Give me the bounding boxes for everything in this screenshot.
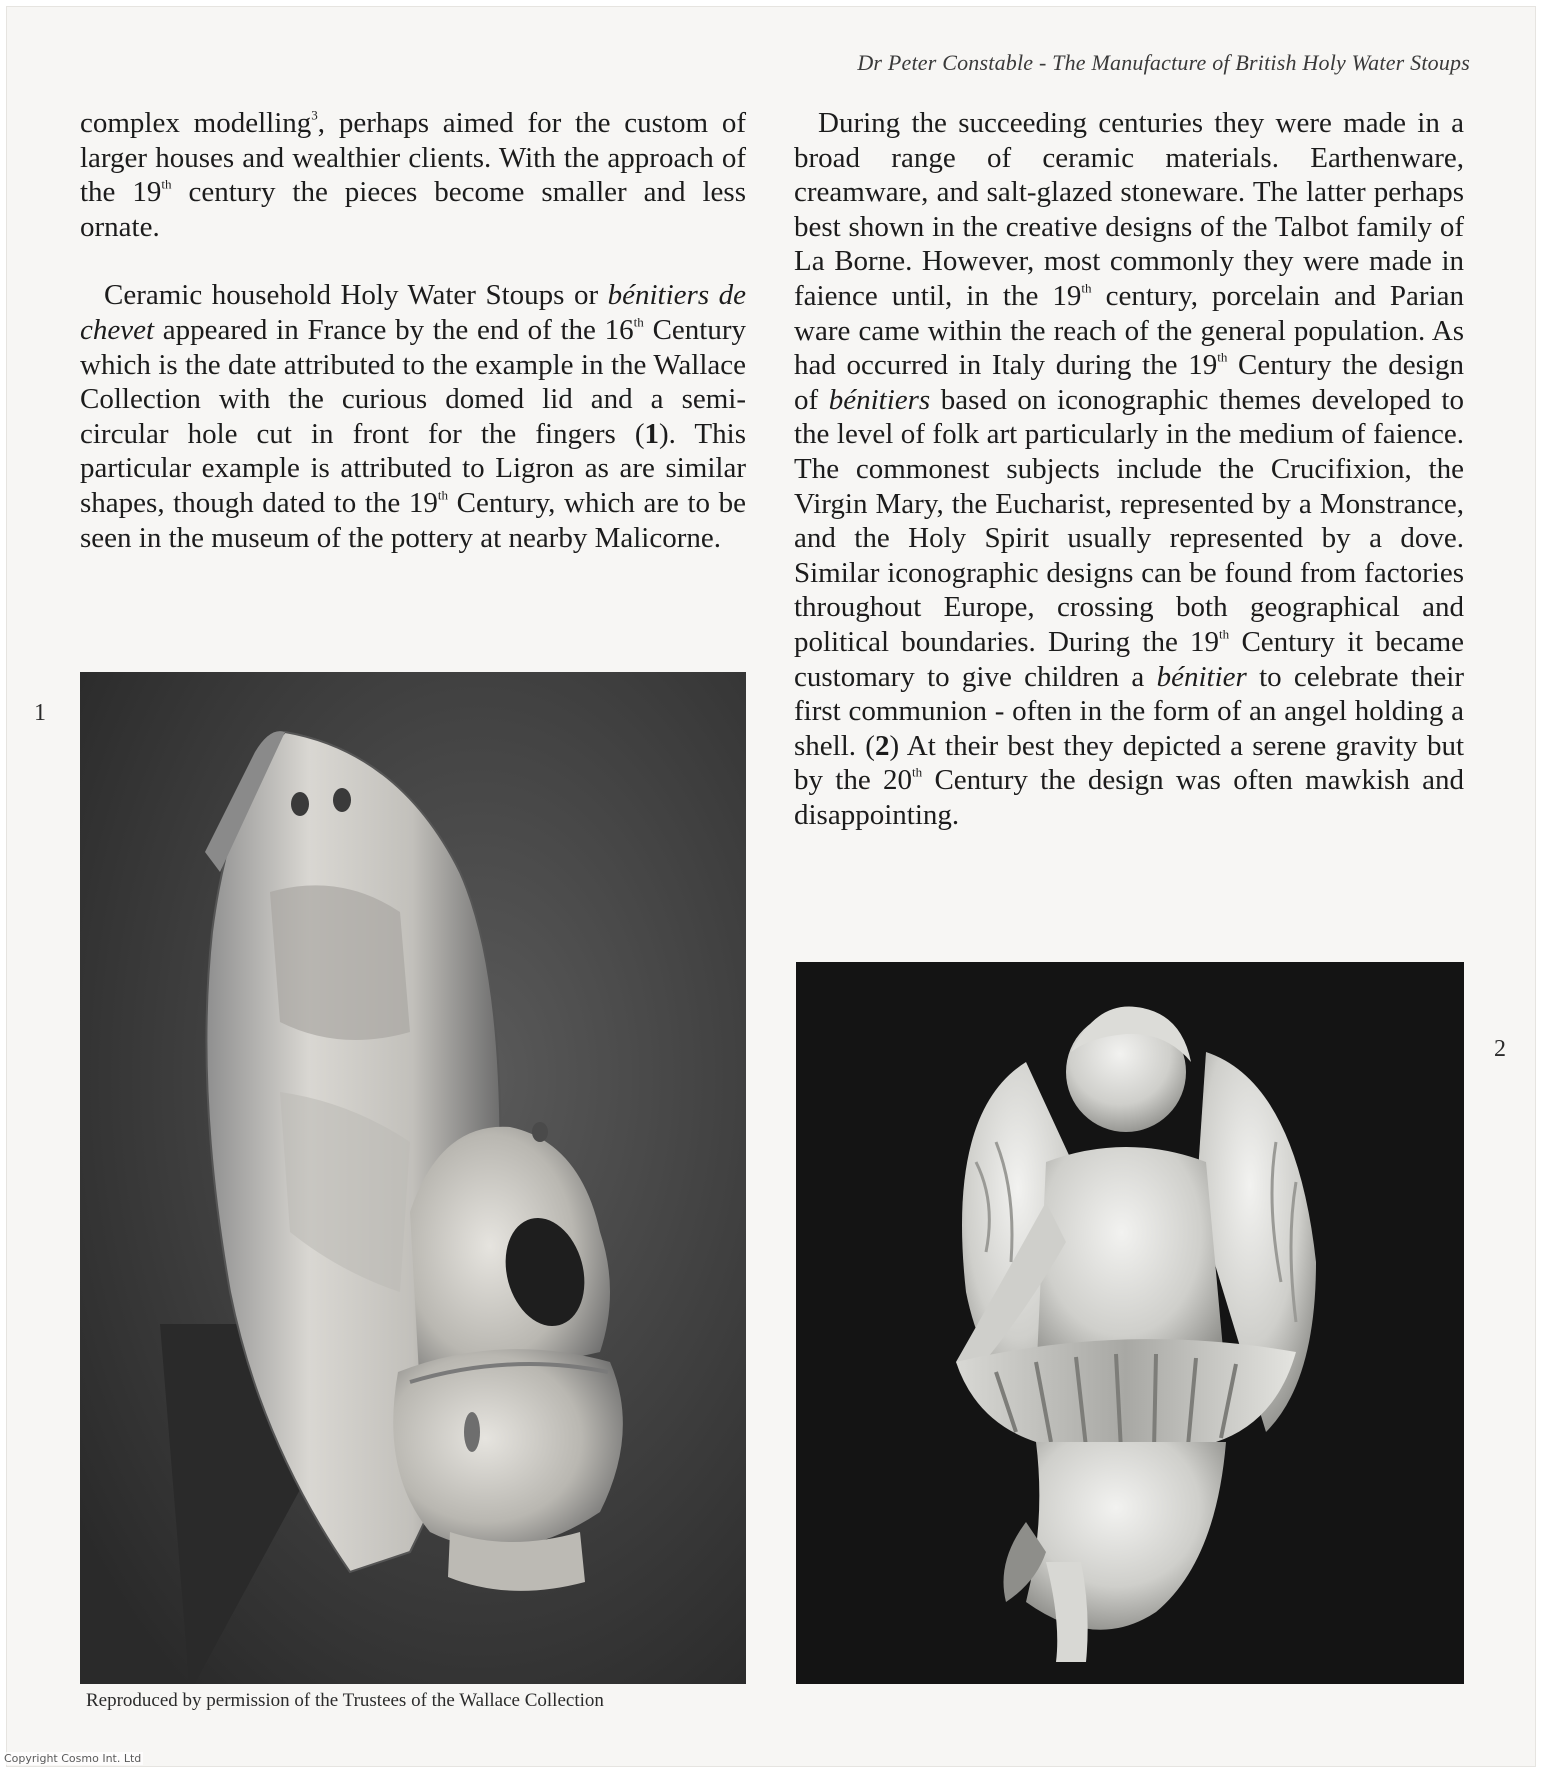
paragraph: complex modelling$^3$, perhaps aimed for the custom of larger houses and wealthier clients. With the approach of the 19th century the pieces become smaller and less ornate.	[80, 107, 746, 243]
figure-number: 1	[34, 700, 46, 726]
figure-2-photo	[796, 962, 1464, 1684]
page	[6, 6, 1536, 1767]
right-text-column	[794, 106, 1464, 832]
left-text-column	[80, 106, 746, 555]
figure-number: 2	[1494, 1036, 1506, 1062]
figure-caption: Reproduced by permission of the Trustees of the Wallace Collection	[86, 1690, 604, 1711]
paragraph: Ceramic household Holy Water Stoups or bénitiers de chevet appeared in France by the end of the 16th Century which is the date attributed to the example in the Wallace Collection with the curious domed lid and a semi-circular hole cut in front for the fingers (1). This particular example is attributed to Ligron as are similar shapes, though dated to the 19th Century, which are to be seen in the museum of the pottery at nearby Malicorne.	[80, 279, 746, 554]
angel-stoup-illustration	[796, 962, 1464, 1684]
copyright-watermark: Copyright Cosmo Int. Ltd	[4, 1752, 142, 1765]
figure-reference: 2	[874, 729, 890, 762]
domed-stoup-illustration	[80, 672, 746, 1684]
running-header: Dr Peter Constable - The Manufacture of British Holy Water Stoups	[857, 50, 1470, 75]
figure-1-photo	[80, 672, 746, 1684]
paragraph: During the succeeding centuries they were made in a broad range of ceramic materials. Earthenware, creamware, and salt-glazed stoneware. The latter perhaps best shown in the creative designs of the Talbot family of La Borne. However, most commonly they were made in faience until, in the 19th century, porcelain and Parian ware came within the reach of the general population. As had occurred in Italy during the 19th Century the design of bénitiers based on iconographic themes developed to the level of folk art particularly in the medium of faience. The commonest subjects include the Crucifixion, the Virgin Mary, the Eucharist, represented by a Monstrance, and the Holy Spirit usually represented by a dove. Similar iconographic designs can be found from factories throughout Europe, crossing both geographical and political boundaries. During the 19th Century it became customary to give children a bénitier to celebrate their first communion - often in the form of an angel holding a shell. (2) At their best they depicted a serene gravity but by the 20th Century the design was often mawkish and disappointing.	[794, 107, 1465, 831]
figure-reference: 1	[644, 417, 660, 450]
